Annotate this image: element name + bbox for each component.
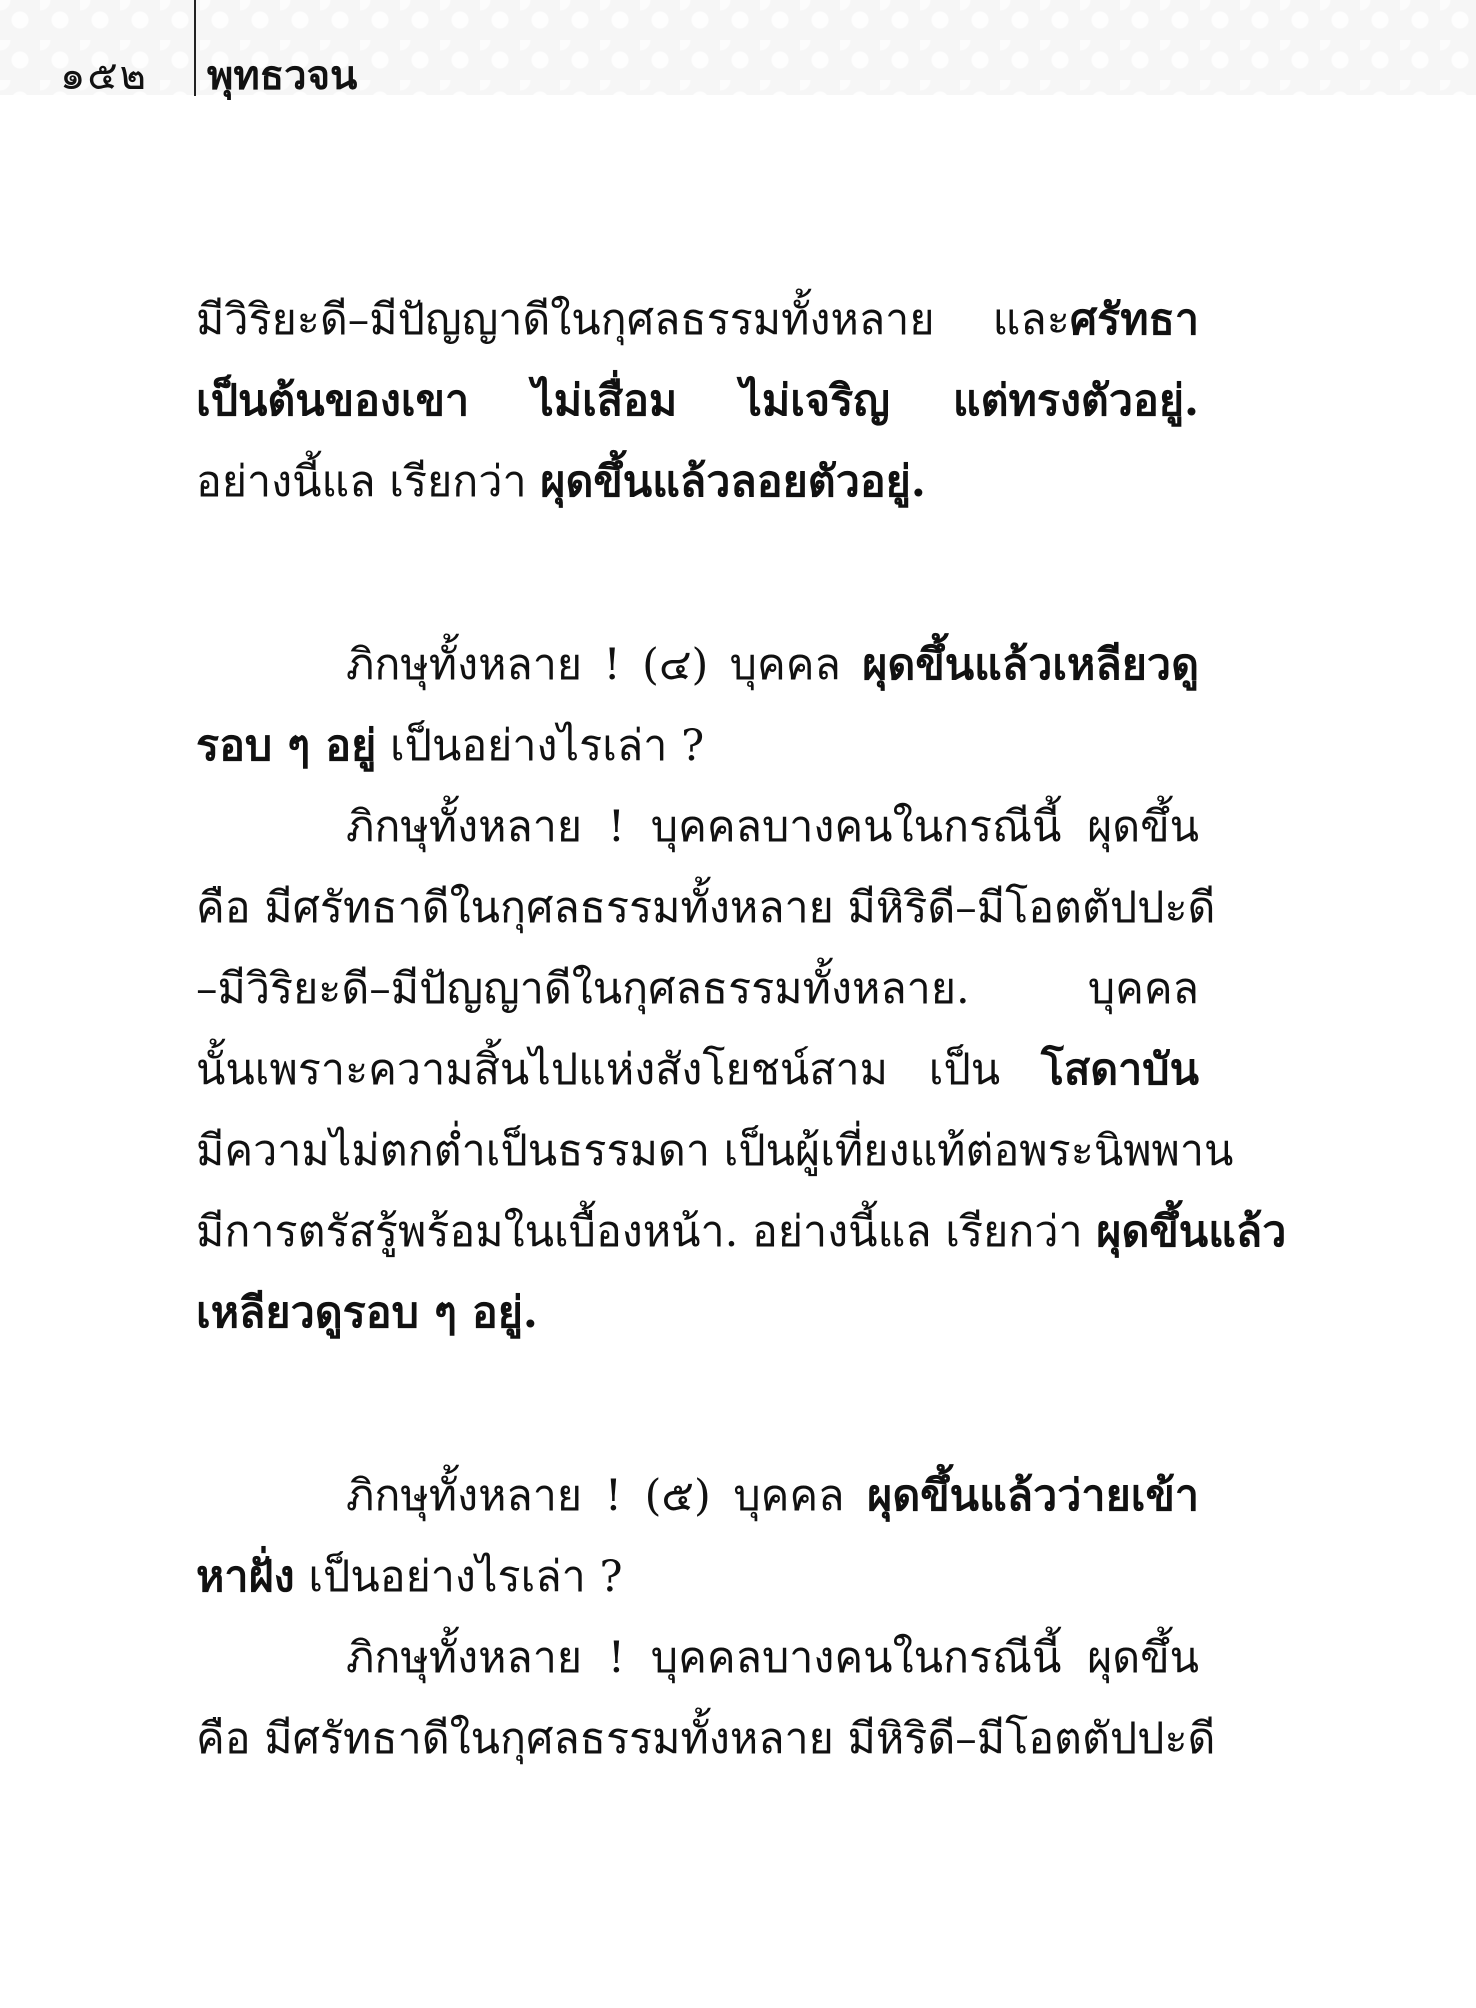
text-line: มีความไม่ตกต่ำเป็นธรรมดา เป็นผู้เที่ยงแท้ต่อพระนิพพาน [196, 1126, 1234, 1176]
bold-text: ศรัทธา [1069, 295, 1199, 345]
bold-text: รอบ ๆ อยู่ [196, 721, 377, 771]
text-line [196, 280, 1199, 361]
text-span: มีวิริยะดี–มีปัญญาดีในกุศลธรรมทั้งหลาย และ [196, 295, 1070, 345]
text-line [196, 706, 1199, 787]
text-line: ภิกษุทั้งหลาย ! บุคคลบางคนในกรณีนี้ ผุดขึ้น [346, 802, 1199, 852]
text-span: ภิกษุทั้งหลาย ! (๕) บุคคล [346, 1471, 868, 1521]
running-title: พุทธวจน [207, 52, 358, 99]
text-line [196, 1273, 1199, 1354]
bold-text: ผุดขึ้นแล้วเหลียวดู [862, 640, 1199, 690]
paragraph-gap [196, 523, 1199, 625]
text-line: –มีวิริยะดี–มีปัญญาดีในกุศลธรรมทั้งหลาย. บุคคล [196, 964, 1199, 1014]
bold-text: ผุดขึ้นแล้วว่ายเข้า [867, 1471, 1199, 1521]
bold-text: ผุดขึ้นแล้ว [1096, 1207, 1287, 1257]
bold-text: เหลียวดูรอบ ๆ อยู่. [196, 1288, 538, 1338]
text-line [196, 442, 1199, 523]
text-line [196, 625, 1199, 706]
text-line: ภิกษุทั้งหลาย ! บุคคลบางคนในกรณีนี้ ผุดขึ้น [346, 1633, 1199, 1683]
text-line: คือ มีศรัทธาดีในกุศลธรรมทั้งหลาย มีหิริดี–มีโอตตัปปะดี [196, 1714, 1216, 1764]
text-span: มีการตรัสรู้พร้อมในเบื้องหน้า. อย่างนี้แล เรียกว่า [196, 1207, 1097, 1257]
text-span: เป็นอย่างไรเล่า ? [294, 1552, 623, 1602]
text-line [196, 1537, 1199, 1618]
text-line: คือ มีศรัทธาดีในกุศลธรรมทั้งหลาย มีหิริดี–มีโอตตัปปะดี [196, 883, 1216, 933]
bold-text: ผุดขึ้นแล้วลอยตัวอยู่. [540, 457, 926, 507]
page-body [196, 280, 1287, 1780]
paragraph-gap [196, 1354, 1199, 1456]
bold-text: เป็นต้นของเขา ไม่เสื่อม ไม่เจริญ แต่ทรงตัวอยู่. [196, 376, 1199, 426]
text-span: เป็นอย่างไรเล่า ? [376, 721, 705, 771]
page-number: ๑๕๒ [60, 53, 149, 99]
text-line [196, 1030, 1199, 1111]
header-divider [194, 0, 196, 96]
text-span: ภิกษุทั้งหลาย ! (๔) บุคคล [346, 640, 863, 690]
text-line [196, 361, 1199, 442]
text-line [196, 1192, 1287, 1273]
text-span: อย่างนี้แล เรียกว่า [196, 457, 541, 507]
text-line [196, 1456, 1199, 1537]
bold-text: หาฝั่ง [196, 1552, 295, 1602]
text-span: นั้นเพราะความสิ้นไปแห่งสังโยชน์สาม เป็น [196, 1045, 1041, 1095]
bold-text: โสดาบัน [1040, 1045, 1199, 1095]
